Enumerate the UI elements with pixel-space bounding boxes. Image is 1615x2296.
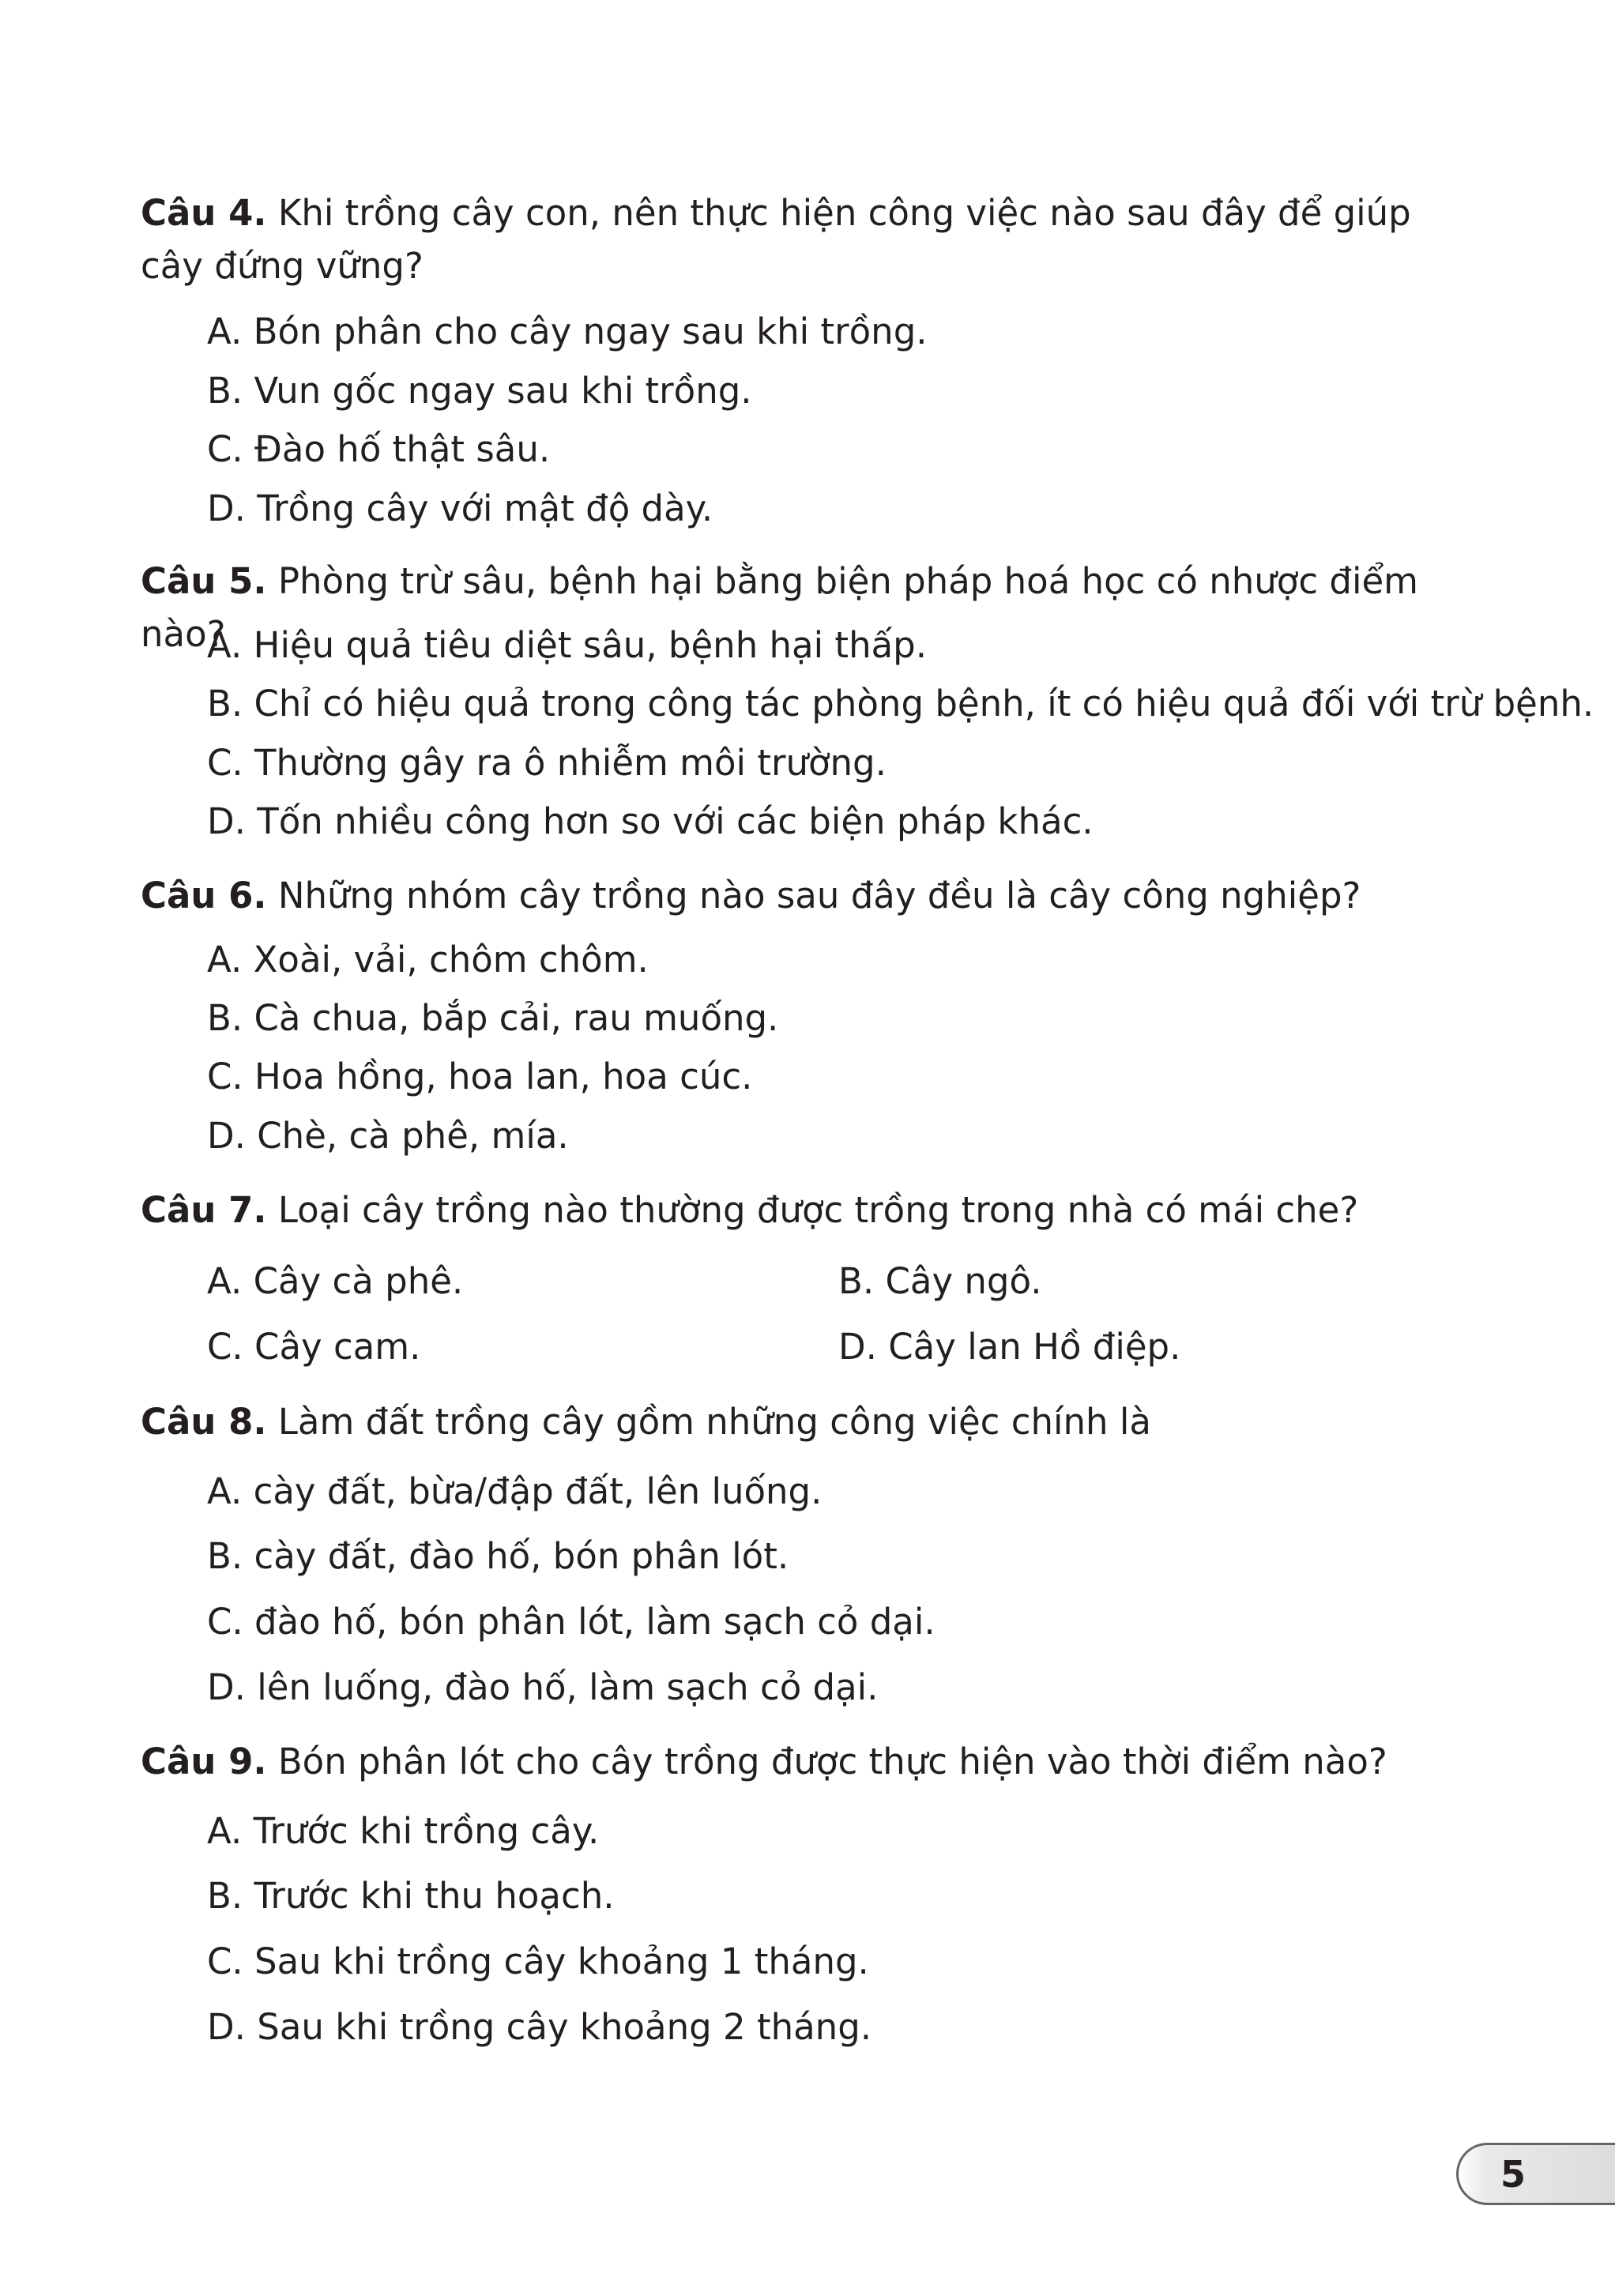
option-4a: A. Bón phân cho cây ngay sau khi trồng. <box>207 311 928 352</box>
option-6c: C. Hoa hồng, hoa lan, hoa cúc. <box>207 1056 753 1097</box>
question-7 <box>141 1184 1448 1236</box>
question-number: Câu 9. <box>141 1741 267 1782</box>
question-number: Câu 8. <box>141 1401 267 1443</box>
question-text: Phòng trừ sâu, bệnh hại bằng biện pháp hoá học có nhược điểm nào? <box>141 560 1418 655</box>
option-9a: A. Trước khi trồng cây. <box>207 1810 600 1852</box>
question-number: Câu 4. <box>141 192 267 234</box>
option-6b: B. Cà chua, bắp cải, rau muống. <box>207 997 779 1039</box>
question-number: Câu 7. <box>141 1189 267 1231</box>
option-9c: C. Sau khi trồng cây khoảng 1 tháng. <box>207 1940 869 1982</box>
option-9b: B. Trước khi thu hoạch. <box>207 1875 615 1917</box>
option-7a: A. Cây cà phê. <box>207 1260 464 1302</box>
option-4d: D. Trồng cây với mật độ dày. <box>207 487 713 529</box>
question-text: Khi trồng cây con, nên thực hiện công việc nào sau đây để giúp cây đứng vững? <box>141 192 1411 287</box>
question-9 <box>141 1735 1448 1788</box>
question-text: Loại cây trồng nào thường được trồng trong nhà có mái che? <box>277 1189 1359 1231</box>
option-6a: A. Xoài, vải, chôm chôm. <box>207 939 649 981</box>
page-number: 5 <box>1500 2153 1526 2196</box>
option-8a: A. cày đất, bừa/đập đất, lên luống. <box>207 1470 823 1512</box>
option-9d: D. Sau khi trồng cây khoảng 2 tháng. <box>207 2006 872 2048</box>
option-8d: D. lên luống, đào hố, làm sạch cỏ dại. <box>207 1666 879 1708</box>
option-5c: C. Thường gây ra ô nhiễm môi trường. <box>207 742 887 784</box>
question-text: Làm đất trồng cây gồm những công việc chính là <box>277 1401 1151 1443</box>
option-8c: C. đào hố, bón phân lót, làm sạch cỏ dại. <box>207 1601 935 1643</box>
option-5a: A. Hiệu quả tiêu diệt sâu, bệnh hại thấp. <box>207 624 928 666</box>
question-6 <box>141 869 1448 922</box>
option-4b: B. Vun gốc ngay sau khi trồng. <box>207 370 752 412</box>
option-6d: D. Chè, cà phê, mía. <box>207 1115 569 1157</box>
question-text: Những nhóm cây trồng nào sau đây đều là cây công nghiệp? <box>277 875 1361 917</box>
question-8 <box>141 1395 1448 1448</box>
option-5d: D. Tốn nhiều công hơn so với các biện pháp khác. <box>207 800 1094 842</box>
option-5b: B. Chỉ có hiệu quả trong công tác phòng bệnh, ít có hiệu quả đối với trừ bệnh. <box>207 683 1594 725</box>
option-7b: B. Cây ngô. <box>838 1260 1042 1302</box>
option-8b: B. cày đất, đào hố, bón phân lót. <box>207 1535 789 1577</box>
question-text: Bón phân lót cho cây trồng được thực hiện vào thời điểm nào? <box>277 1741 1387 1782</box>
question-4 <box>141 186 1448 292</box>
question-number: Câu 5. <box>141 560 267 602</box>
question-number: Câu 6. <box>141 875 267 917</box>
option-7d: D. Cây lan Hồ điệp. <box>838 1326 1181 1368</box>
option-7c: C. Cây cam. <box>207 1326 421 1368</box>
option-4c: C. Đào hố thật sâu. <box>207 428 551 470</box>
